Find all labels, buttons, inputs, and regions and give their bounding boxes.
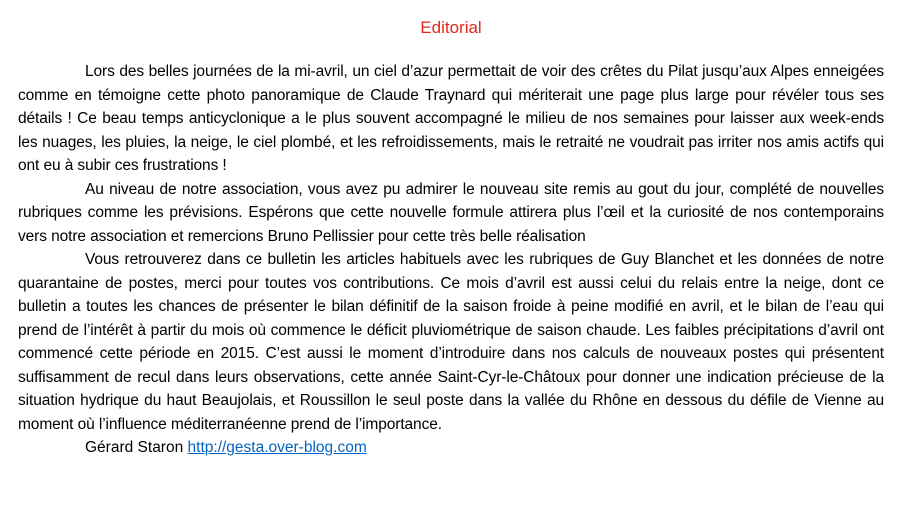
paragraph-bulletin: Vous retrouverez dans ce bulletin les articles habituels avec les rubriques de Guy Blanchet et les données de notre quarantaine de postes, merci pour toutes vos contributions. Ce mois d’avril est aussi celui du relais entre la neige, dont ce bulletin a toutes les chances de présenter le bilan définitif de la saison froide à peine modifié en avril, et le bilan de l’eau qui prend de l’intérêt à partir du mois où commence le déficit pluviométrique de saison chaude. Les faibles précipitations d’avril ont commencé cette période en 2015. C’est aussi le moment d’introduire dans nos calculs de nouveaux postes qui présentent suffisamment de recul dans leurs observations, cette année Saint-Cyr-le-Châtoux pour donner une indication précieuse de la situation hydrique du haut Beaujolais, et Roussillon le seul poste dans la vallée du Rhône en dessous du défile de Vienne au moment où l’influence méditerranéenne prend de l’importance. (18, 251, 884, 433)
author-name: Gérard Staron (85, 439, 184, 456)
paragraph-intro: Lors des belles journées de la mi-avril, un ciel d’azur permettait de voir des crêtes du Pilat jusqu’aux Alpes enneigées comme en témoigne cette photo panoramique de Claude Traynard qui mériterait une page plus large pour révéler tous ses détails ! Ce beau temps anticyclonique a le plus souvent accompagné le milieu de nos semaines pour laisser aux week-ends les nuages, les pluies, la neige, le ciel plombé, et les refroidissements, mais le retraité ne voudrait pas irriter nos amis actifs qui ont eu à subir ces frustrations ! (18, 63, 884, 174)
editorial-title: Editorial (420, 18, 482, 37)
paragraph-association: Au niveau de notre association, vous avez pu admirer le nouveau site remis au gout du jour, complété de nouvelles rubriques comme les prévisions. Espérons que cette nouvelle formule attirera plus l’œil et la curiosité de nos contemporains vers notre association et remercions Bruno Pellissier pour cette très belle réalisation (18, 180, 884, 245)
editorial-page (18, 16, 884, 460)
blog-link[interactable]: http://gesta.over-blog.com (187, 439, 367, 456)
signature-line (18, 436, 884, 460)
